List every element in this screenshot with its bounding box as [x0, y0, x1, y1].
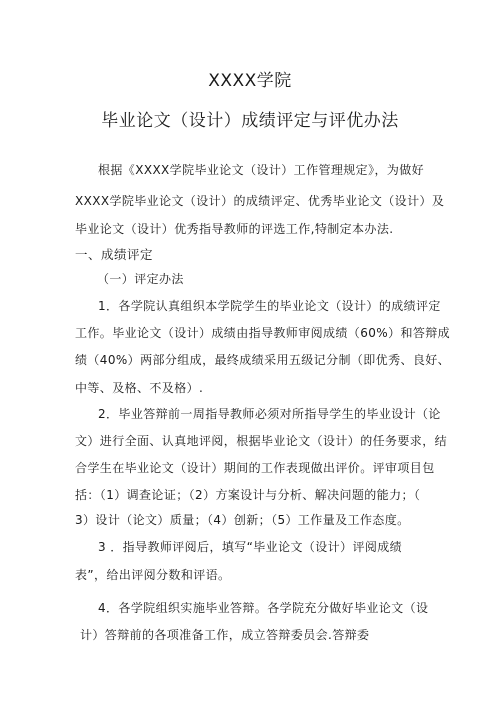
paragraph-line: 4．各学院组织实施毕业答辩。各学院充分做好毕业论文（设 — [98, 601, 429, 615]
paragraph-line: 合学生在毕业论文（设计）期间的工作表现做出评价。评审项目包 — [75, 461, 435, 475]
subsection-heading: （一）评定办法 — [97, 272, 184, 286]
document-subtitle: 毕业论文（设计）成绩评定与评优办法 — [101, 111, 399, 131]
paragraph-line: 2．毕业答辩前一周指导教师必须对所指导学生的毕业设计（论 — [98, 407, 441, 421]
paragraph-line: 表”，给出评阅分数和评语。 — [75, 568, 231, 582]
paragraph-line: 括：（1）调查论证；（2）方案设计与分析、解决问题的能力；（ — [75, 488, 421, 502]
paragraph-line: XXXX学院毕业论文（设计）的成绩评定、优秀毕业论文（设计）及 — [75, 194, 445, 208]
paragraph-line: 3 ．指导教师评阅后，填写“毕业论文（设计）评阅成绩 — [98, 540, 403, 554]
paragraph-line: 绩（40%）两部分组成，最终成绩采用五级记分制（即优秀、良好、 — [75, 353, 451, 367]
paragraph-line: 文）进行全面、认真地评阅，根据毕业论文（设计）的任务要求，结 — [75, 434, 448, 448]
paragraph-line: 中等、及格、不及格）. — [75, 381, 204, 395]
paragraph-line: 计）答辩前的各项准备工作，成立答辩委员会.答辩委 — [80, 628, 370, 642]
paragraph-line: 1．各学院认真组织本学院学生的毕业论文（设计）的成绩评定 — [98, 299, 441, 313]
paragraph-line: 3）设计（论文）质量；（4）创新；（5）工作量及工作态度。 — [75, 513, 410, 527]
paragraph-line: 工作。毕业论文（设计）成绩由指导教师审阅成绩（60%）和答辩成 — [75, 326, 451, 340]
paragraph-line: 根据《XXXX学院毕业论文（设计）工作管理规定》，为做好 — [98, 163, 425, 177]
document-title: XXXX学院 — [208, 71, 292, 91]
paragraph-line: 毕业论文（设计）优秀指导教师的评选工作,特制定本办法. — [75, 222, 394, 236]
section-heading: 一、成绩评定 — [75, 247, 154, 262]
